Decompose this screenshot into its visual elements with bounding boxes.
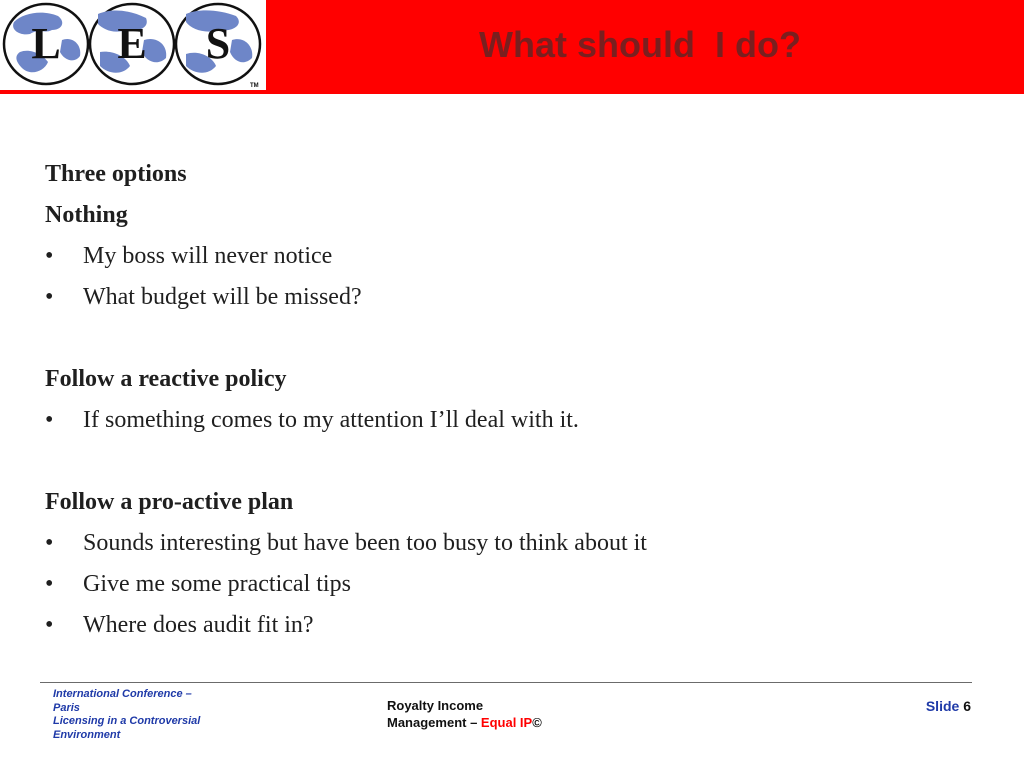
bullet-marker: • [45, 612, 54, 638]
bullet-item [45, 279, 985, 320]
slide-label: Slide [925, 698, 960, 714]
bullet-item [45, 566, 985, 607]
bullet-text: What budget will be missed? [83, 284, 362, 310]
logo-letter-s: S [205, 19, 231, 68]
logo-letter-l: L [31, 19, 61, 68]
section-heading: Three options [45, 161, 187, 187]
footer-title-prefix: Management – [387, 715, 481, 730]
footer-copyright: © [532, 715, 542, 730]
footer-conference-line: International Conference – [53, 688, 192, 700]
logo-letter-e: E [117, 19, 147, 68]
bullet-text: My boss will never notice [83, 243, 333, 269]
section-heading: Follow a reactive policy [45, 366, 287, 392]
footer-conference-line: Licensing in a Controversial [53, 715, 201, 728]
slide-title: What should I do? [479, 24, 801, 65]
bullet-text: If something comes to my attention I’ll deal with it. [83, 407, 579, 433]
blank-line [45, 320, 985, 361]
bullet-marker: • [45, 284, 54, 310]
footer-title-line [387, 714, 607, 731]
logo-trademark: TM [250, 83, 259, 89]
footer-presentation-title [387, 697, 607, 731]
bullet-item [45, 402, 985, 443]
slide-number: 6 [963, 698, 971, 714]
bullet-text: Give me some practical tips [83, 571, 351, 597]
bullet-text: Sounds interesting but have been too busy to think about it [83, 530, 647, 556]
footer-equal-ip: Equal IP [480, 715, 533, 730]
blank-line [45, 443, 985, 484]
bullet-item [45, 607, 985, 648]
footer-slide-number [926, 698, 971, 714]
les-logo-graphic [0, 0, 266, 90]
section-heading: Follow a pro-active plan [45, 489, 294, 515]
section-heading: Nothing [45, 202, 128, 228]
bullet-item [45, 525, 985, 566]
footer-conference-line: Paris [53, 701, 80, 714]
les-logo [0, 0, 266, 90]
bullet-marker: • [45, 407, 54, 433]
bullet-text: Where does audit fit in? [83, 612, 314, 638]
bullet-marker: • [45, 243, 54, 269]
footer-divider [40, 682, 972, 683]
footer-conference-line: Environment [53, 728, 121, 741]
bullet-marker: • [45, 571, 54, 597]
footer-conference [53, 688, 253, 742]
bullet-marker: • [45, 530, 54, 556]
header-band [0, 0, 1024, 94]
footer-title-line: Royalty Income [387, 698, 484, 713]
bullet-item [45, 238, 985, 279]
slide-body [45, 156, 985, 648]
